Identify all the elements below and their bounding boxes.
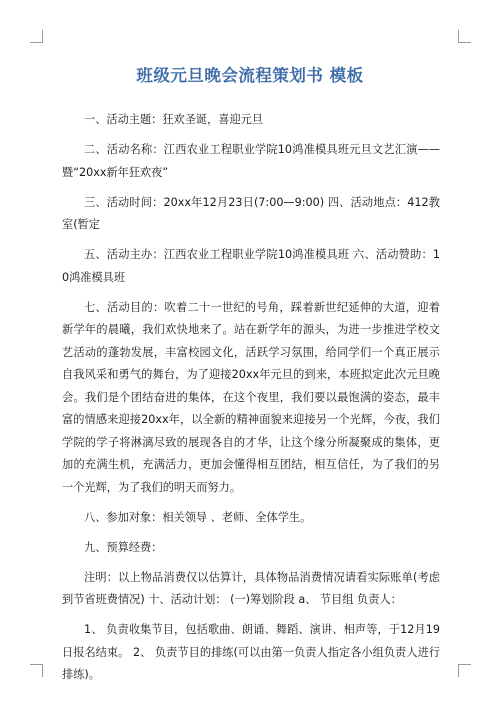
crop-mark-bottom-left xyxy=(30,664,43,677)
paragraph-budget: 九、预算经费： xyxy=(84,540,163,554)
paragraph-time-location: 三、活动时间：20xx年12月23日(7:00—9:00) 四、活动地点：412教室(暂定 xyxy=(62,195,440,231)
paragraph-purpose: 七、活动目的：吹着二十一世纪的号角，踩着新世纪延伸的大道，迎着新学年的晨曦，我们欢快地来了。站在新学年的源头，为进一步推进学校文艺活动的蓬勃发展，丰富校园文化，活跃学习氛围，给同学们一个真正展示自我风采和勇气的舞台，为了迎接20xx年元旦的到来，本班拟定此次元旦晚会。我们是个团结奋进的集体，在这个夜里，我们要以最饱满的姿态，最丰富的情感来迎接20xx年，以全新的精神面貌来迎接另一个光辉，今夜，我们学院的学子将淋漓尽致的展现各自的才华，让这个缘分所凝聚成的集体，更加的充满生机，充满活力，更加会懂得相互团结，相互信任，为了我们的另一个光辉，为了我们的明天而努力。 xyxy=(62,300,440,494)
paragraph-theme: 一、活动主题：狂欢圣诞，喜迎元旦 xyxy=(84,113,264,126)
crop-mark-top-right xyxy=(458,30,471,43)
crop-mark-top-left xyxy=(30,30,43,43)
paragraph-name: 二、活动名称：江西农业工程职业学院10鸿准模具班元旦文艺汇演——暨“20xx新年狂欢夜” xyxy=(62,143,440,179)
paragraph-participants: 八、参加对象：相关领导 、老师、全体学生。 xyxy=(84,510,312,524)
document-title: 班级元旦晚会流程策划书 模板 xyxy=(136,66,364,85)
crop-mark-bottom-right xyxy=(458,664,471,677)
paragraph-organizer-sponsor: 五、活动主办：江西农业工程职业学院10鸿准模具班 六、活动赞助：10鸿准模具班 xyxy=(62,248,440,284)
document-body xyxy=(62,109,440,694)
paragraph-note-plan: 注明：以上物品消费仅以估算计，具体物品消费情况请看实际账单(考虑到节省班费情况) 十、活动计划： (一)筹划阶段 a、 节目组 负责人： xyxy=(62,570,440,606)
paragraph-program-tasks: 1、 负责收集节目，包括歌曲、朗诵、舞蹈、演讲、相声等，于12月19日报名结束。 2、 负责节目的排练(可以由第一负责人指定各小组负责人进行排练)。 xyxy=(62,623,440,681)
